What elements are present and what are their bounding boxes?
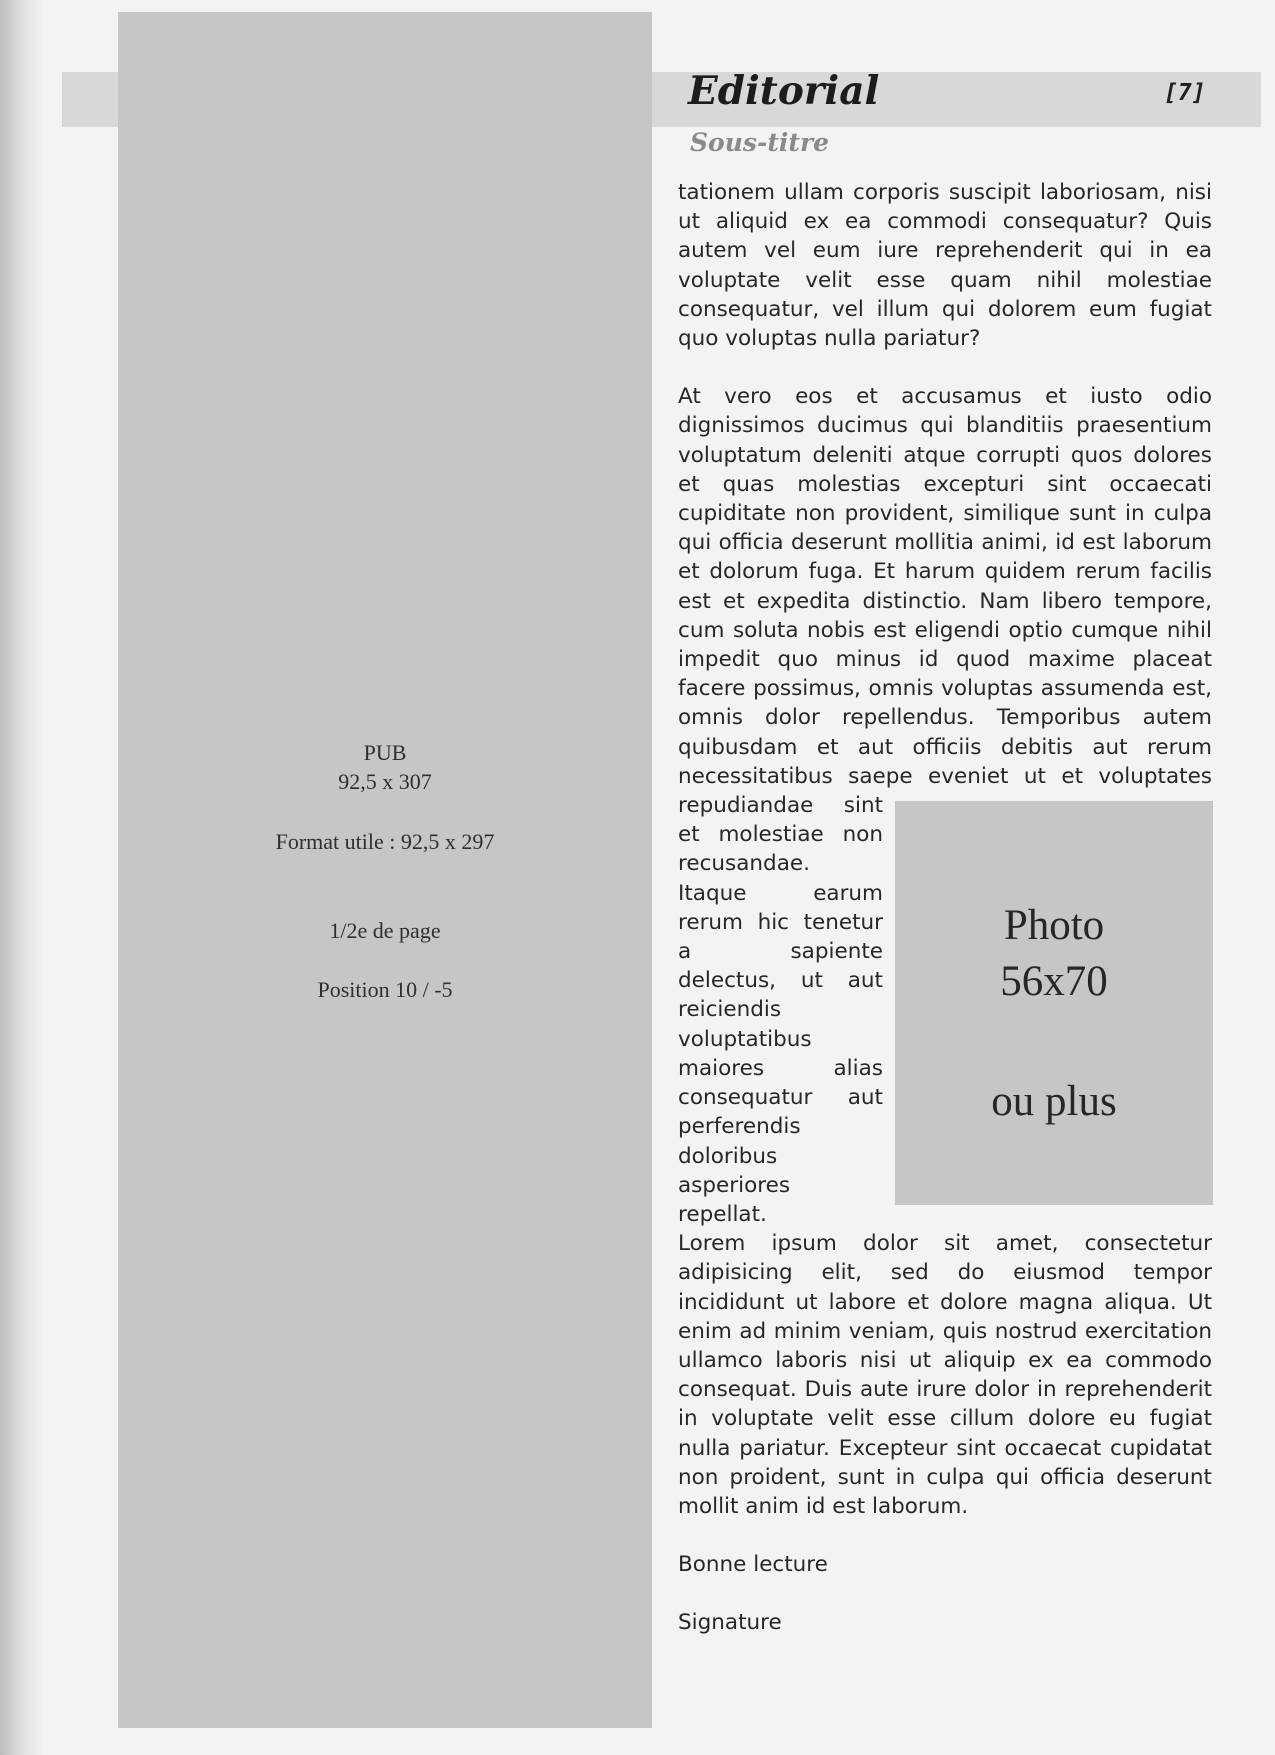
ad-size: 92,5 x 307 — [338, 769, 432, 794]
ad-fraction: 1/2e de page — [329, 918, 441, 943]
ad-position: Position 10 / -5 — [317, 977, 453, 1002]
page-number: [7] — [1164, 80, 1206, 106]
article-paragraph-1: tationem ullam corporis suscipit laboriosam, nisi ut aliquid ex ea commodi consequatur? Quis autem vel eum iure reprehenderit qui in ea voluptate velit esse quam nihil molestiae consequatur, vel illum qui dolorem eum fugiat quo voluptas nulla pariatur? — [678, 180, 1212, 352]
article-paragraph-2-part-b: sint et molestiae non recusandae. Itaque earum rerum hic tenetur a sapiente delectus, ut aut reiciendis voluptatibus maiores alias consequatur aut perferendis doloribus asperiores repellat. — [678, 793, 883, 1227]
ad-label: PUB — [363, 740, 407, 765]
photo-size: 56x70 — [1000, 958, 1108, 1006]
ad-placeholder-panel — [118, 12, 652, 1728]
photo-placeholder — [895, 801, 1213, 1205]
page-subtitle: Sous-titre — [690, 128, 830, 157]
page-title: Editorial — [688, 68, 880, 114]
article-paragraph-2-part-a: At vero eos et accusamus et iusto odio dignissimos ducimus qui blanditiis praesentium voluptatum deleniti atque corrupti quos dolores et quas molestias excepturi sint occaecati cupiditate non provident, similique sunt in culpa qui officia deserunt mollitia animi, id est laborum et dolorum fuga. Et harum quidem rerum facilis est et expedita distinctio. Nam libero tempore, cum soluta nobis est eligendi optio cumque nihil impedit quo minus id quod maxime placeat facere possimus, omnis voluptas assumenda est, omnis dolor repellendus. Temporibus autem quibusdam et aut officiis debitis aut rerum necessitatibus saepe eveniet ut et voluptates repudiandae — [678, 384, 1212, 819]
scan-page-edge — [0, 0, 44, 1755]
article-closing: Bonne lecture — [678, 1552, 828, 1578]
article-paragraph-2 — [678, 382, 1212, 1229]
ad-format: Format utile : 92,5 x 297 — [275, 829, 495, 854]
photo-label: Photo — [1003, 902, 1105, 950]
article-paragraph-3: Lorem ipsum dolor sit amet, consectetur adipisicing elit, sed do eiusmod tempor incididunt ut labore et dolore magna aliqua. Ut enim ad minim veniam, quis nostrud exercitation ullamco laboris nisi ut aliquip ex ea commodo consequat. Duis aute irure dolor in reprehenderit in voluptate velit esse cillum dolore eu fugiat nulla pariatur. Excepteur sint occaecat cupidatat non proident, sunt in culpa qui officia deserunt mollit anim id est laborum. — [678, 1231, 1212, 1519]
photo-note: ou plus — [991, 1078, 1117, 1126]
article-body — [678, 178, 1212, 1638]
article-signature: Signature — [678, 1610, 782, 1636]
